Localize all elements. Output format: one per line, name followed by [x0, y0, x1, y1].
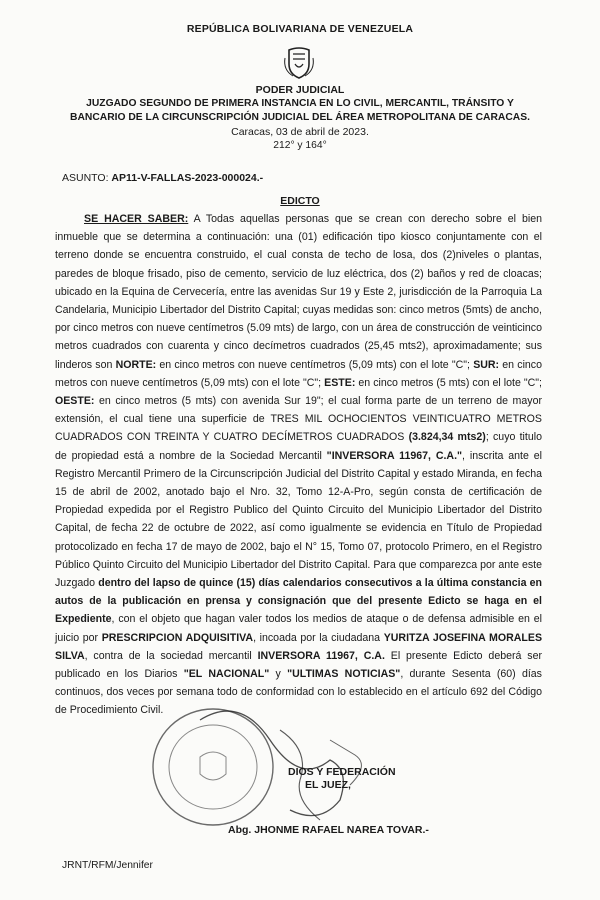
body-text: , inscrita ante el Registro Mercantil Primero de la Circunscripción Judicial del Distrito Capital y estado Miranda, en fecha 15 de abril de 2002, anotado bajo el Nro. 32, Tomo 12-A-Pro, según consta de certificación de Propiedad expedida por el Registro Publico del Quinto Circuito del Municipio Libertador del Distrito Capital, de fecha 22 de octubre de 2022, así como igualmente se evidencia en Título de Propiedad protocolizado en fecha 17 de mayo de 2002, bajo el N° 15, Tomo 07, protocolo Primero, en el Registro Público Quinto Circuito del Municipio Libertador del Distrito Capital. Para que comparezca por ante este Juzgado	[55, 449, 542, 590]
body-text: y	[269, 668, 288, 681]
legal-action: PRESCRIPCION ADQUISITIVA	[101, 631, 254, 644]
body-text: , incoada por la ciudadana	[253, 631, 384, 644]
boundary-east-label: ESTE:	[324, 376, 356, 389]
reference-initials: JRNT/RFM/Jennifer	[62, 860, 153, 871]
body-text: en cinco metros con nueve centímetros (5,09 mts) con el lote "C";	[55, 358, 543, 389]
republic-heading: REPÚBLICA BOLIVARIANA DE VENEZUELA	[186, 23, 414, 35]
judicial-power-heading: PODER JUDICIAL	[255, 84, 345, 96]
body-text: en cinco metros (5 mts) con avenida Sur 19"; el cual forma parte de un terreno de mayor extensión, el cual tiene una superficie de TRES MIL OCHOCIENTOS VEINTICUATRO METROS CUADRADOS CON TREINTA Y CUATRO DECÍMETROS CUADRADOS	[55, 395, 542, 444]
boundary-north-label: NORTE:	[115, 358, 157, 371]
document-date: Caracas, 03 de abril de 2023.	[231, 126, 369, 138]
body-text: en cinco metros con nueve centímetros (5,09 mts) con el lote "C";	[156, 358, 474, 371]
deadline-clause: dentro del lapso de quince (15) días calendarios consecutivos a la última constancia en autos de la publicación en prensa y consignación que del presente Edicto se haga en el Expediente	[55, 577, 542, 626]
plaintiff-name: YURITZA JOSEFINA MORALES SILVA	[55, 631, 543, 662]
body-text: A Todas aquellas personas que se crean con derecho sobre el bien inmueble que se determina a continuación: una (01) edificación tipo kiosco conjuntamente con el terreno donde se encuentra construido, el cual consta de techo de losa, dos (2)niveles o plantas, paredes de bloque frisado, piso de cemento, servicio de luz eléctrica, dos (2) baños y red de cloacas; ubicado en la Equina de Cervecería, entre las avenidas Sur 19 y Este 2, jurisdicción de la Parroquia La Candelaria, Municipio Libertador del Distrito Capital; cuyas medidas son: cinco metros (5mts) de ancho, por cinco metros con nueve centímetros (5.09 mts) de largo, con un área de construcción de veinticinco metros cuadrados con cuarenta y cinco decímetros cuadrados (25,45 mts2), aproximadamente; sus linderos son	[55, 213, 542, 371]
closing-motto: DIOS Y FEDERACIÓN	[288, 766, 396, 778]
lead-phrase: SE HACER SABER:	[84, 213, 189, 225]
judge-role: EL JUEZ,	[305, 779, 351, 791]
edict-paragraph	[55, 210, 542, 720]
total-area: (3.824,34 mts2)	[408, 431, 486, 444]
edict-title: EDICTO	[280, 195, 320, 207]
boundary-west-label: OESTE:	[55, 395, 95, 408]
boundary-south-label: SUR:	[473, 358, 500, 371]
body-text: , contra de la sociedad mercantil	[84, 649, 258, 662]
coat-of-arms-seal	[281, 44, 317, 80]
body-text: , con el objeto que hagan valer todos los medios de ataque o de defensa admisible en el juicio por	[55, 613, 542, 644]
body-text: en cinco metros (5 mts) con el lote "C";	[355, 376, 542, 389]
edict-body	[55, 210, 542, 720]
defendant-name: INVERSORA 11967, C.A.	[257, 649, 385, 662]
subject-code: AP11-V-FALLAS-2023-000024.-	[111, 172, 264, 184]
independence-years: 212° y 164°	[273, 140, 327, 151]
body-text: ; cuyo titulo de propiedad está a nombre de la Sociedad Mercantil	[55, 431, 542, 462]
newspaper-2: "ULTIMAS NOTICIAS"	[287, 668, 401, 681]
judge-name: Abg. JHONME RAFAEL NAREA TOVAR.-	[228, 824, 429, 836]
body-text: , durante Sesenta (60) días continuos, dos veces por semana todo de conformidad con lo establecido en el artículo 692 del Código de Procedimiento Civil.	[55, 668, 542, 717]
court-name-line-2: BANCARIO DE LA CIRCUNSCRIPCIÓN JUDICIAL DEL ÁREA METROPOLITANA DE CARACAS.	[70, 112, 530, 123]
subject-line	[62, 172, 263, 184]
court-name-line-1: JUZGADO SEGUNDO DE PRIMERA INSTANCIA EN LO CIVIL, MERCANTIL, TRÁNSITO Y	[86, 98, 514, 109]
body-text: El presente Edicto deberá ser publicado en los Diarios	[55, 649, 542, 681]
subject-label: ASUNTO:	[62, 172, 109, 184]
newspaper-1: "EL NACIONAL"	[183, 668, 270, 681]
company-name: "INVERSORA 11967, C.A."	[326, 449, 463, 462]
